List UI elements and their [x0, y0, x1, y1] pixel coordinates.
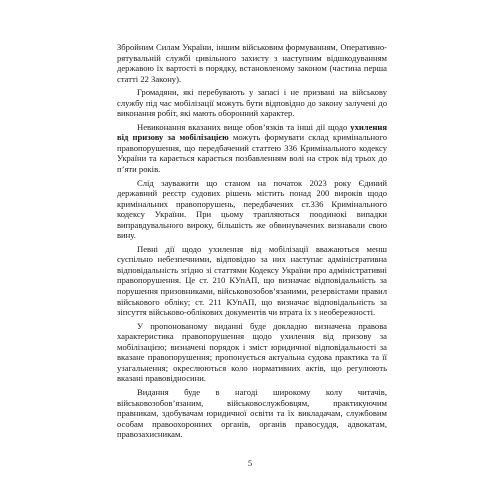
paragraph-4: Слід зауважити що станом на початок 2023 року Єдиний державний реєстр судових рішень містить понад 200 вироків щодо кримінальних правопорушень, передбачених ст.336 Кримінального кодексу України. При цьому трапляються поодинокі випадки виправдувального вироку, більшість же обвинувачених визнавали свою вину. — [117, 177, 387, 241]
paragraph-6: У пропонованому виданні буде докладно визначена правова характеристика правопорушення щодо ухилення від призову за мобілізацією; визначені порядок і зміст юридичної відповідальності за вказане правопорушення; пропонується актуальна судова практика та її узагальнення; окреслюються коло нормативних актів, що регулюють вказані правовідносини. — [117, 320, 387, 384]
paragraph-3-bold-phrase: ухилення від призову за мобілізацією — [117, 121, 387, 143]
paragraph-3-rest: можуть формувати склад кримінального правопорушення, що передбачений статтею 336 Кримінального кодексу України та карається карається позбавленням волі на строк від трьох до п’яти років. — [117, 132, 387, 175]
paragraph-2: Громадяни, які перебувають у запасі і не призвані на військову службу під час мобілізації можуть бути відповідно до закону залучені до виконання робіт, які мають оборонний характер. — [117, 87, 387, 119]
page-number: 5 — [247, 458, 253, 468]
paragraph-3 — [117, 122, 387, 175]
paragraph-7: Видання буде в нагоді широкому колу читачів, військовозобов’язаним, військовослужбовцям, практикуючим правникам, здобувачам юридичної освіти та їх викладачам, службовим особам правоохоронних органів, органів правосуддя, адвокатам, правозахисникам. — [117, 386, 387, 440]
paragraph-1: Збройним Силам України, іншим військовим формуванням, Оперативно-рятувальній службі цивільного захисту з наступним відшкодуванням державою їх вартості в порядку, встановленому законом (частина перша статті 22 Закону). — [117, 42, 387, 84]
body-text — [117, 42, 387, 440]
paragraph-5: Певні дії щодо ухилення від мобілізації вважаються менш суспільно небезпечними, відповідно за них наступає адміністративна відповідальність згідно зі статтями Кодексу України про адміністративні правопорушення. Це ст. 210 КУпАП, що визначає відповідальність за порушення призовниками, військовозобов’язаними, резервістами правил військового обліку; ст. 211 КУпАП, що визначає відповідальність за зіпсуття військово-облікових документів чи втрата їх з необережності. — [117, 243, 387, 318]
paragraph-3-lead: Невиконання вказаних вище обов’язків та інші дії щодо — [137, 121, 351, 132]
